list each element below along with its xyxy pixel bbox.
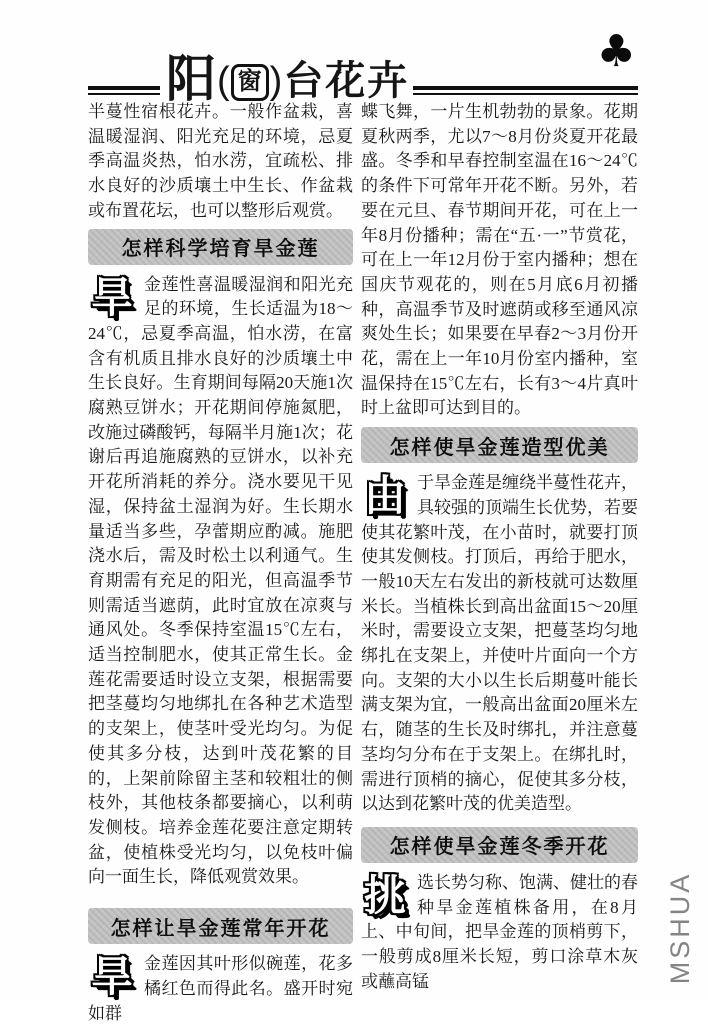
dropcap-initial: 挑: [364, 871, 407, 919]
section-heading-label: 怎样使旱金莲冬季开花: [389, 836, 610, 859]
watermark: MSHUA: [665, 871, 695, 985]
right-column: [361, 100, 638, 995]
header-rule-right: [413, 86, 638, 95]
section-heading-label: 怎样让旱金莲常年开花: [110, 917, 331, 940]
section-heading-yearround-bloom: [88, 908, 353, 944]
header-rule-left: [88, 86, 160, 95]
section-heading-shaping: [361, 427, 638, 463]
title-paren-close: ): [269, 60, 283, 102]
dropcap-initial: 旱: [91, 273, 134, 321]
section-heading-winter-bloom: [361, 827, 638, 863]
section-heading-cultivate: [88, 229, 353, 265]
section-body-text: 金莲性喜温暖湿润和阳光充足的环境，生长适温为18～24℃，忌夏季高温，怕水涝，在富含有机质且排水良好的沙质壤土中生长良好。生育期间每隔20天施1次腐熟豆饼水；开花期间停施氮肥，改施过磷酸钙，每隔半月施1次；花谢后再追施腐熟的豆饼水，以补充开花所消耗的养分。浇水要见干见湿，保持盆土湿润为好。生长期水量适当多些，孕蕾期应酌减。施肥浇水后，需及时松土以利通气。生育期需有充足的阳光，但高温季节则需适当遮荫，此时宜放在凉爽与通风处。冬季保持室温15℃左右，适当控制肥水，使其正常生长。金莲花需要适时设立支架，根据需要把茎蔓均匀地绑扎在各种艺术造型的支架上，使茎叶受光均匀。为促使其多分枝，达到叶茂花繁的目的，上架前除留主茎和较粗壮的侧枝外，其他枝条都要摘心，以利萌发侧枝。培养金莲花要注意定期转盆，使植株受光均匀，以免枝叶偏向一面生长，降低观赏效果。: [88, 274, 353, 887]
section-body-text: 选长势匀称、饱满、健壮的春种旱金莲植株备用，在8月上、中旬间，把旱金莲的顶梢剪下，一般剪成8厘米长短，剪口涂草木灰或蘸高锰: [361, 872, 639, 991]
title-char-yang: 阳: [166, 51, 216, 107]
section-body-shaping: [361, 471, 638, 817]
dropcap-initial: 由: [364, 472, 407, 520]
title-paren-open: (: [217, 60, 230, 102]
section-body-yearround-bloom: [88, 952, 353, 1026]
page-title: [160, 51, 413, 107]
page-header: [88, 26, 638, 107]
section-body-cultivate: [88, 273, 353, 891]
title-suffix: 台花卉: [283, 59, 410, 103]
left-intro-paragraph: 半蔓性宿根花卉。一般作盆栽，喜温暖湿润、阳光充足的环境，忌夏季高温炎热，怕水涝，宜疏松、排水良好的沙质壤土中生长、作盆栽或布置花坛，也可以整形后观赏。: [88, 102, 353, 220]
section-heading-label: 怎样科学培育旱金莲: [121, 238, 320, 261]
section-heading-label: 怎样使旱金莲造型优美: [389, 436, 610, 459]
title-window-box: 窗: [231, 64, 269, 101]
section-body-winter-bloom: [361, 871, 638, 995]
right-intro-paragraph: 蝶飞舞，一片生机勃勃的景象。花期夏秋两季，尤以7～8月份炎夏开花最盛。冬季和早春控制室温在16～24℃的条件下可常年开花不断。另外，若要在元旦、春节期间开花，可在上一年8月份播种；需在“五·一”节赏花，可在上一年12月份于室内播种；想在国庆节观花的，则在5月底6月初播种，高温季节及时遮荫或移至通风凉爽处生长；如果要在早春2～3月份开花，需在上一年10月份室内播种，室温保持在15℃左右，长有3～4片真叶时上盆即可达到目的。: [361, 102, 638, 418]
section-body-text: 金莲因其叶形似碗莲，花多橘红色而得此名。盛开时宛如群: [88, 954, 353, 1023]
left-column: [88, 100, 353, 1026]
clover-tree-ornament-icon: ♣: [596, 26, 636, 77]
section-body-text: 于旱金莲是缠绕半蔓性花卉，具较强的顶端生长优势，若要使其花繁叶茂，在小苗时，就要打顶使其发侧枝。打顶后，再给于肥水，一般10天左右发出的新枝就可达数厘米长。当植株长到高出盆面15～20厘米时，需要设立支架，把蔓茎均匀地绑扎在支架上，并使叶片面向一个方向。支架的大小以生长后期蔓叶能长满支架为宜，一般高出盆面20厘米左右，随茎的生长及时绑扎，并注意蔓茎均匀分布在于支架上。在绑扎时，需进行顶梢的摘心，促使其多分枝，以达到花繁叶茂的优美造型。: [361, 473, 639, 814]
dropcap-initial: 旱: [91, 953, 134, 1001]
